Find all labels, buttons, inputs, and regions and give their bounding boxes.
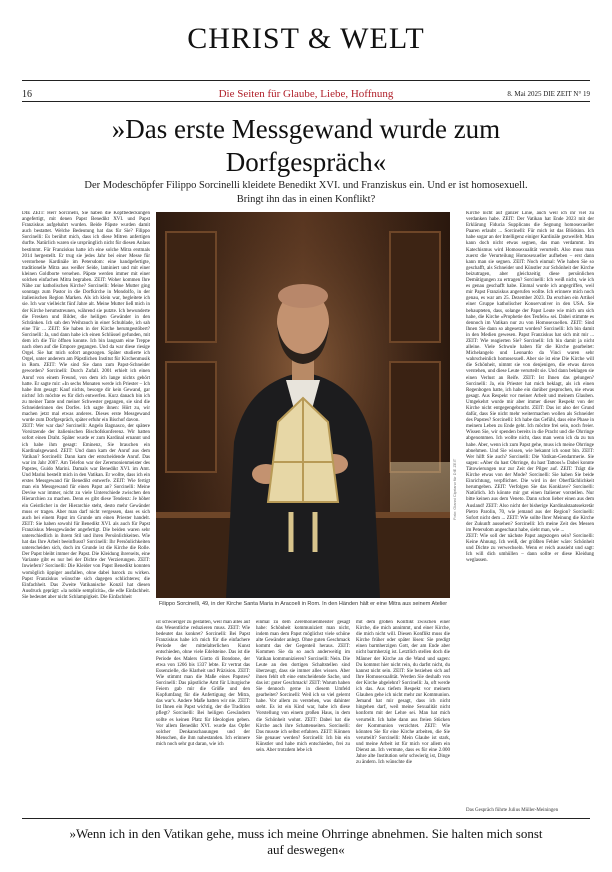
article-text-col1: DIE ZEIT: Herr Sorcinelli, Sie haben die Kopfbedeckungen angefertigt, mit denen Papst Benedikt XVI. und Papst Franziskus aufgebahrt wurden. Beide Päpste wurden damit auch bestattet. Welche Bedeutung hat das für Sie? Filippo Sorcinelli: Es berührt mich, dass ich diese Mitren anfertigen durfte. Natürlich waren sie ursprünglich nicht für diesen Anlass bestimmt. Für Franziskus hatte ich eine solche Mitra erstmals 2014 hergestellt. Er trug sie jedes Jahr bei einer Messe für verstorbene Kardinäle im Petersdom: eine handgefertigte, traditionelle Mitra aus weißer Seide, laminiert und mit einer kleinen Goldborte versehen. Päpste werden immer mit einer solchen einfachen Mitra begraben. ZEIT: Woher kommen Ihre Nähe zur katholischen Kirche? Sorcinelli: Meine Mutter ging sonntags zum Pastor in die Dorfkirche in Mondolfo, in der italienischen Region Marken. Als ich klein war, begleitete ich sie. Ich war vielleicht fünf Jahre alt. Meine Mutter ließ mich in der Kirche herumstreunen, während sie putzte. Ich bewunderte die Fresken und Bilder, die heiligen Gewänder in den Schränken. Ich sah den Weihrauch in einer Schublade, ich sah eine Tür ... ZEIT: Sie haben in der Kirche herumgestöbert? Sorcinelli: Ja, und dann habe ich einen Schlüssel gefunden, mit dem ich die Tür öffnen konnte. Ich bin langsam eine Treppe nach oben auf die Empore gegangen. Und da war diese riesige Orgel. Sie hat mich sofort angezogen. Später studierte ich Orgel, unter anderem am Päpstlichen Institut für Kirchenmusik in Rom. ZEIT: Wie sind Sie dann zum Papst-Schneider geworden? Sorcinelli: Durch Zufall. 2001 erhielt ich einen Anruf von einem Freund, von dem ich lange nichts gehört hatte. Er sagte mir: »In sechs Monaten werde ich Priester – Ich habe ihm gesagt: Kauf nichts, besorge dir kein Gewand, gar nichts! Ich möchte es für dich entwerfen. Kurz danach bin ich zu meiner Tante und meiner Schwester gegangen, sie sind die Schneiderinnen des Dorfes. Ich sagte ihnen: Hört zu, wir machen jetzt mal etwas anderes. Dieses erste Messgewand wurde zum Dorfgespräch, später erfuhr ein Bischof davon. — [22, 211, 150, 424]
headline: »Das erste Messgewand wurde zum Dorfgespräch« — [111, 114, 501, 177]
article-text-mid1: ist schwieriger zu gestalten, weil man alles auf das Wesentliche reduzieren muss. ZEIT: Wie bedeutet das konkret? Sorcinelli: Bei Papst Franziskus habe ich mich für die einfachere Periode der mittelalterlichen Kunst entschieden, ohne viele Edelsteine. Das ist die Periode des Malers Giotto di Bondone, der etwa von 1266 bis 1337 lebte. Er vertrat das Essenzielle, die Klarheit und Präzision. ZEIT: Wie stimmt man die Maße eines Papstes? Sorcinelli: Das päpstliche Amt für Liturgische Feiern gab mir die Größe und den Kopfumfang für die Anfertigung der Mitra, das war's. Andere Maße hatten wir nie. ZEIT: Ist Ihnen ein Papst wichtig, der die Tradition pflegt? Sorcinelli: Bei heiligen Gewändern sollte es keinen Platz für Ideologien geben. Vor allem Benedikt XVI. wurde das Opfer solcher Denkanschauungen und der Menschen, die ihm nahestanden. Ich erinnere mich noch sehr gut daran, wie ich — [156, 620, 250, 747]
article-text-col4-end: ZEIT: Wie soll der nächste Papst angezogen sein? Sorcinelli: Keine Ahnung. Ich weiß, der größten Fehler wäre: Schönheit und Dichte zu verwechseln. Wenn er reich aussieht und sagt: Ich will dich umhüllen – dann sollte er diese Kleidung weglassen. — [466, 533, 594, 564]
section-tagline: Die Seiten für Glaube, Liebe, Hoffnung — [218, 88, 394, 100]
pull-quote-rule — [22, 818, 590, 819]
portrait-photo — [156, 212, 450, 598]
interview-credit: Das Gespräch führte Julius Müller-Meiningen — [466, 808, 559, 813]
page-number: 16 — [22, 89, 32, 100]
issue-info: 8. Mai 2025 DIE ZEIT N° 19 — [507, 90, 590, 98]
pull-quote: »Wenn ich in den Vatikan gehe, muss ich meine Ohrringe abnehmen. Sie halten mich sonst auf deswegen« — [69, 826, 543, 857]
masthead-rule-bottom — [22, 101, 590, 102]
article-text-col4: Kirche nicht auf ganzer Linie, auch weil ich ihr viel zu verdanken habe. ZEIT: Der Vatikan hat Ende 2023 mit der Erklärung Fiducia Supplicans die Segnung homosexueller Paaren erlaubt ... Sorcinelli: Für mich ist das Blödsinn. Ich habe sogar an der Intelligenz einiger Kardinäle gezweifelt. Man kann doch nicht etwas segnen, das man verdammt. Im Katechismus wird Homosexualität verurteilt. Also muss man zuerst die Verurteilung Homosexueller aufheben – erst dann kann man sie segnen. ZEIT: Noch einmal: Wie haben Sie so geschafft, als Schneider und Künstler zur Schönheit der Kirche beizutragen, aber gleichzeitig diese persönlichen Demütigungen zu ertragen? Sorcinelli: Ich weiß nicht, wie ich es genau geschafft habe. Einmal wurde ich angegriffen, weil mir Papst Franziskus angerufen wollte. Ich erinnere mich noch genau, es war am 25. Dezember 2023. Da erschien ein Artikel einer Gruppe katholischer Konservativer in den USA. Sie behaupteten, dass, solange der Papst Leute wie mich um sich habe, die Kirche »Prophetie des Teufels« sei. Dabei stimmte es dennoch im Vatikan nur zu von Homosexuellen. ZEIT: Sind Ihnen Sie dann so abgesetzt worden? Sorcinelli: Ich bin damit in den Medien gewesen. Papst Franziskus hat sich mit mir ... ZEIT: Wie reagierten Sie? Sorcinelli: Ich bin damit ja nicht alleine. Viele Schwule haben für die Kirche gearbeitet: Michelangelo und Leonardo da Vinci waren sehr wahrscheinlich homosexuell. Aber sie ist eine Die Kirche will die Schönheit, nimmt sie von denjenigen, die etwas davon verstehen, und diese Leute verurteilt sie. Und dann beklagen sie einen Verlust an Reife. ZEIT: Ist Ihnen das gelungen? Sorcinelli: Ja, ein Priester hat mich beklagt, als ich einen Regenbogen hatte, ich habe ein darüber gesprochen, nie etwas gesagt. Aus Respekt vor meiner Arbeit und meinem Glauben. Umgekehrt wurde mir aber immer dieser Respekt von der Kirche nicht entgegengebracht. ZEIT: Das ist also der Grund dafür, dass Sie nicht mehr weitermachen wollen als Schneider des Papstes? Sorcinelli: Ich habe das Gefühl, dass eine Phase in meinem Leben zu Ende geht. Ich möchte frei sein, noch freier. Wissen Sie, wir spenden bereits in die Pracht und die Ohrringe abgenommen. Ich wollte nicht, dass man wenn ich da zu tun habe. Aber, wenn ich zum Papst gehe, muss ich meine Ohrringe abnehmen. Und Sie wissen, wie bekannt ich sonst bin. ZEIT: Wer hilft Sie auch? Sorcinelli: Die Vatikan-Gendarmerie. Sie sagen: »Aber du hast Ohrringe, du hast Tattoos!« Dabei konnte Tätowierungen nur zur Zeit der Pilger auf. ZEIT: Trägt die Kirche etwas von der Mode? Sorcinelli: Sie haben Sie beide Einrichtung, verpflichtet. Die wird in der Oberflächlichkeit herumgeben. ZEIT: Verfolgen Sie das Konklave? Sorcinelli: Natürlich. Ich könnte mir gut einen Italiener vorstellen. Nur bitte keinen aus dem Veneto. Dann schon lieber einen aus dem Ausland! ZEIT: Also nicht der bisherige Kardinalstaatssekretär Pietro Parolin, 70, wie jemand aus der Region? Sorcinelli: Sofort nicht dem ... ZEIT: Wie sollte Ihrer Meinung die Kirche der Zukunft aussehen? Sorcinelli: Ich meine Zeit des Messen im Petersdom angeschaut habe, sieht man, wie ... — [466, 211, 594, 533]
article-column-1 — [22, 211, 150, 816]
photo-caption: Filippo Sorcinelli, 49, in der Kirche Santa Maria in Aracoeli in Rom. In den Händen hält er eine Mitra aus seinem Atelier — [158, 601, 448, 607]
masthead-logo: CHRIST & WELT — [187, 22, 425, 55]
article-column-2 — [156, 620, 250, 816]
article-column-5 — [466, 211, 594, 803]
article-text-col1b: ZEIT: Wer war das? Sorcinelli: Angelo Bagnasco, der spätere Vorsitzende der italienischen Bischofskonferenz. Wir hatten sofort einen Draht. Später wurde er zum Kardinal ernannt und ich habe ihm gesagt: Eminenz, Sie brauchen ein Kardinalsgewand. ZEIT: Und dann kam der Anruf aus dem Vatikan? Sorcinelli: Dann kam der entscheidende Anruf. Das war im Jahr 2007. Am Telefon war der Zeremonienmeister des Papstes, Guido Marini. Damals war Benedikt XVI. im Amt. Und Marini bestellt mich in den Vatikan. Er wollte, dass ich ein erstes Messgewand für Benedikt entwerfe. ZEIT: Wie fertigt man ein Messgewand für einen Papst an? Sorcinelli: Meine Devise war immer, nicht zu viele Unterschiede zwischen den Hierarchien zu machen. Denn es gibt diese Tendenz: Je höher ein Geistlicher in der Hierarchie steht, desto mehr Gewänder muss er tragen. Aber man darf nicht vergessen, dass es sich auch bei einem Papst im Grunde um einen Priester handelt. ZEIT: Sie haben sowohl für Benedikt XVI. als auch für Papst Franziskus Messgewänder angefertigt. Die beiden waren sehr unterschiedlich in ihrem Stil und ihren Persönlichkeiten. Wie hat das Ihre Arbeit beeinflusst? Sorcinelli: Ihr Persönlichkeiten unterscheiden sich, doch im Grunde ist die Kirche die Rolle. Der Papst bleibt immer der Papst. Die Kleidung ihrerseits, eine Variante gibt es nur bei der Dichte der Verzierungen. ZEIT: Inwiefern? Sorcinelli: Die Kleider von Papst Benedikt konnten womöglich üppiger ausfallen, ohne dabei barock zu wirken. Papst Franziskus wünschte sich dagegen schlichteres; die Einfachheit. Das Zweite Vatikanische Konzil hat diesen Ausdruck geprägt: »la nobile semplicità«, die edle Einfachheit. Sie bedeutet aber nicht Schlampigkeit. Die Einfachheit — [22, 424, 150, 600]
article-column-4 — [356, 620, 450, 816]
masthead-rule-top — [22, 80, 590, 81]
article-column-3 — [256, 620, 350, 816]
deck: Der Modeschöpfer Filippo Sorcinelli kleidete Benedikt XVI. und Franziskus ein. Und er ist homosexuell. Bringt ihn das in einen Konflikt? — [84, 180, 528, 205]
photo-credit: Foto: Gianni Cipriano für DIE ZEIT — [452, 458, 457, 520]
article-text-mid3: mit dem großen Konflikt zwischen einer Kirche, die mich annimmt, und einer Kirche, die mich nicht will. Diesen Konflikt muss die Kirche früher oder später lösen: Sie predigt einen barmherzigen Gott, der am Ende aber nicht barmherzig ist. Letztlich stellen doch die Männer der Kirche an die Wand und sagen: Du kommst hier nicht rein, du darfst nicht, du kannst nicht sein. ZEIT: Sie beziehen sich auf Ihre Homosexualität. Werden Sie deshalb von der Kirche abgelehnt? Sorcinelli: Ja, oft werde ich das. Aus tiefem Respekt vor meinem Glauben gehe ich nicht mehr zur Kommunion. Jemand hat mir gesagt, dass ich nicht hingehen darf, weil meine Sexualität nicht konform mit der Lehre sei. Man hat mich verurteilt. Ich habe dann aus freien Stücken der Kommunion verzichtet. ZEIT: Wie könnten Sie für eine Kirche arbeiten, die Sie verurteilt? Sorcinelli: Mein Glaube ist stark, und meine Arbeit ist für mich vor allem ein Dienst an. Ich vermute, dass es für eine 2.000 Jahre alte Institution sehr schwierig ist, Dinge zu ändern. Ich wünschte die — [356, 620, 450, 766]
article-text-mid2: einmal zu dem Zeremonienmeister gesagt habe: Schönheit kommuniziert man nicht, indem man dem Papst möglichst viele schöne alte Gewänder anlegt. Ohne guten Geschmack kommt das der Gegenteil heraus. ZEIT: Kommen Sie da so auch anderweitig im Vatikan kommunizieren? Sorcinelli: Nein. Die Leute an den dortigen Schaltstellen sind überzeugt, dass sie immer alles wissen. Aber ihnen fehlt oft eine entscheidende Sache, und das ist: guter Geschmack! ZEIT: Warum haben Sie dennoch gerne in diesem Umfeld gearbeitet? Sorcinelli: Weil ich so viel gelernt habe. Vor allem zu verstehen, was dahinter steht. Es ist ein Kind war, habe ich diese Vorstellung von einem großen Haus, in dem die Schönheit wohnt. ZEIT: Dabei hat die Kirche auch ihre Schattenseiten. Sorcinelli: Das musste ich selbst erfahren. ZEIT: Können Sie genauer werden? Sorcinelli: Ich bin ein Künstler und habe mich entschieden, frei zu sein. Aber trotzdem lebe ich — [256, 620, 350, 753]
